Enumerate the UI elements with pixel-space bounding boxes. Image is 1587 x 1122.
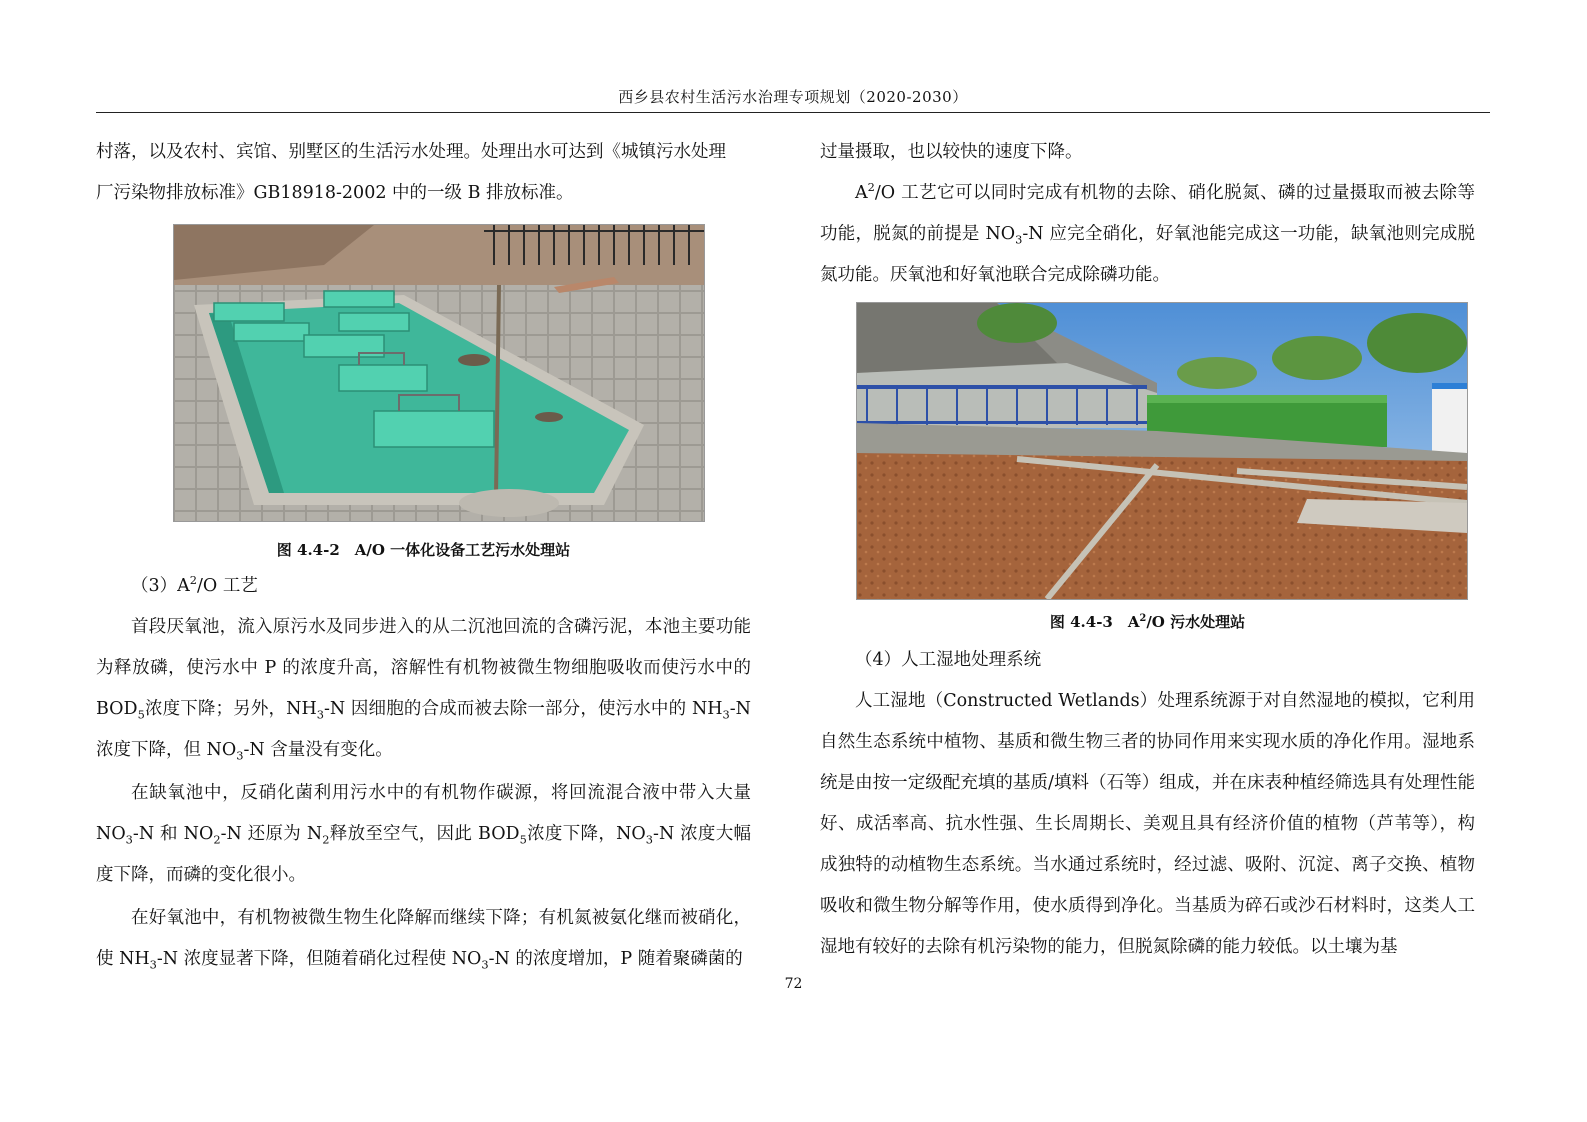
section-heading: $(3)A^2/O$ 工艺 <box>131 573 258 596</box>
section-heading: （4）人工湿地处理系统 <box>855 650 1042 670</box>
figure-caption: 图 4.4-3 $A^2/O$ 污水处理站 <box>1049 613 1246 631</box>
page-number: 72 <box>784 976 803 992</box>
left-column <box>96 132 751 980</box>
paragraph-line: 村落，以及农村、宾馆、别墅区的生活污水处理。处理出水可达到《城镇污水处理 <box>96 142 726 162</box>
paragraph-anoxic: 在缺氧池中，反硝化菌利用污水中的有机物作碳源，将回流混合液中带入大量 $NO_3-N$ 和 $NO_2-N$ 还原为 $N_2$释放至空气，因此 $BOD_5$浓度下降，$NO_3-N$ 浓度大幅度下降，而磷的变化很小。 <box>96 783 752 885</box>
a2o-station-photo <box>856 302 1468 600</box>
paragraph-a2o: $A^2/O$ 工艺它可以同时完成有机物的去除、硝化脱氮、磷的过量摄取而被去除等功能，脱氮的前提是 $NO_3-N$ 应完全硝化，好氧池能完成这一功能，缺氧池则完成脱氮功能。厌氧池和好氧池联合完成除磷功能。 <box>820 180 1475 285</box>
right-column <box>820 132 1475 968</box>
figure-ao-station <box>173 224 705 522</box>
paragraph-anaerobic: 首段厌氧池，流入原污水及同步进入的从二沉池回流的含磷污泥，本池主要功能为释放磷，使污水中 P 的浓度升高，溶解性有机物被微生物细胞吸收而使污水中的 $BOD_5$浓度下降；另外，$NH_3-N$ 因细胞的合成而被去除一部分，使污水中的 $NH_3-N$ 浓度下降，但 $NO_3-N$ 含量没有变化。 <box>96 617 751 763</box>
header-rule <box>96 112 1490 113</box>
figure-a2o-station <box>856 302 1468 600</box>
paragraph-line: 过量摄取，也以较快的速度下降。 <box>820 142 1083 162</box>
figure-caption: 图 4.4-2 A/O 一体化设备工艺污水处理站 <box>276 541 571 559</box>
page-header: 西乡县农村生活污水治理专项规划（2020-2030） <box>618 88 968 106</box>
ao-station-photo <box>173 224 705 522</box>
paragraph-wetland: 人工湿地（Constructed Wetlands）处理系统源于对自然湿地的模拟，它利用自然生态系统中植物、基质和微生物三者的协同作用来实现水质的净化作用。湿地系统是由按一定级配充填的基质/填料（石等）组成，并在床表种植经筛选具有处理性能好、成活率高、抗水性强、生长周期长、美观且具有经济价值的植物（芦苇等），构成独特的动植物生态系统。当水通过系统时，经过滤、吸附、沉淀、离子交换、植物吸收和微生物分解等作用，使水质得到净化。当基质为碎石或沙石材料时，这类人工湿地有较好的去除有机污染物的能力，但脱氮除磷的能力较低。以土壤为基 <box>820 691 1475 957</box>
paragraph-line: 厂污染物排放标准》GB18918-2002 中的一级 B 排放标准。 <box>96 183 574 203</box>
paragraph-aerobic: 在好氧池中，有机物被微生物生化降解而继续下降；有机氮被氨化继而被硝化，使 $NH_3-N$ 浓度显著下降，但随着硝化过程使 $NO_3-N$ 的浓度增加，P 随着聚磷菌的 <box>96 908 751 972</box>
